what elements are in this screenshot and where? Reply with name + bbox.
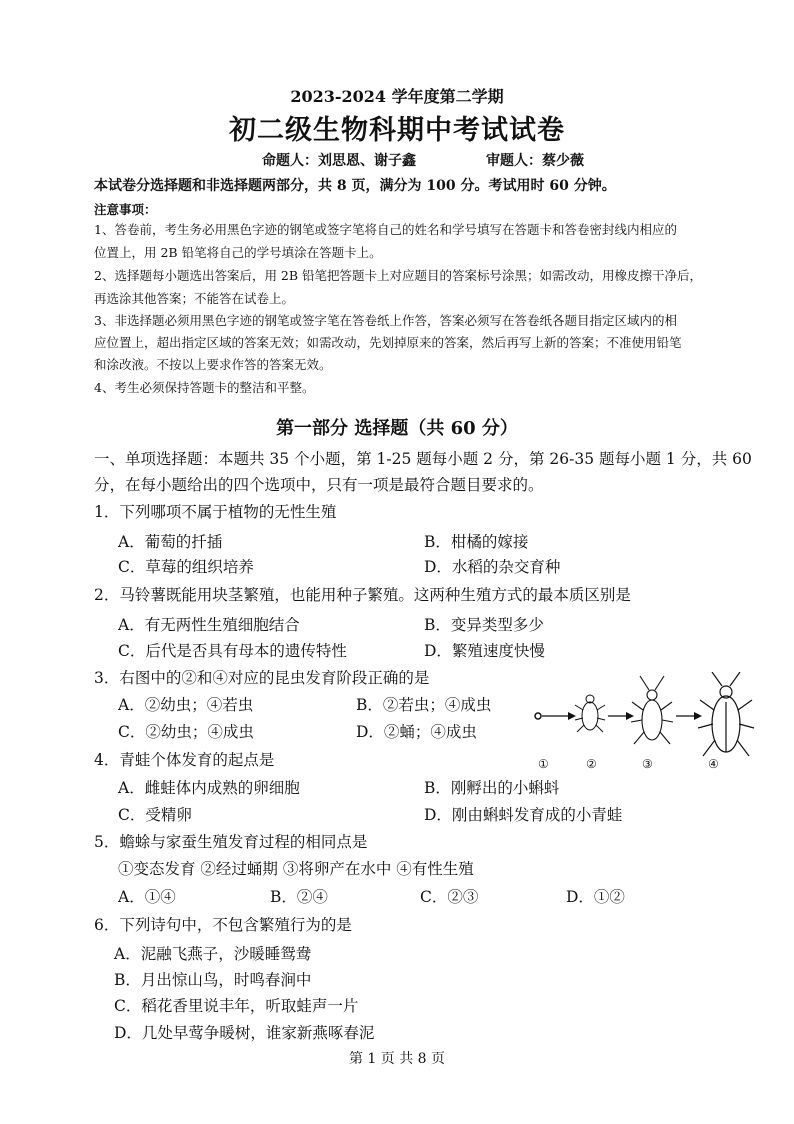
question-3-option-c: C．②幼虫；④成虫 xyxy=(118,723,254,741)
question-4-option-c: C．受精卵 xyxy=(118,806,192,824)
question-5-stem: 5．蟾蜍与家蚕生殖发育过程的相同点是 xyxy=(94,833,368,851)
note-line: 位置上，用 2B 铅笔将自己的学号填涂在答题卡上。 xyxy=(94,245,382,260)
exam-reviewer: 审题人：蔡少薇 xyxy=(486,153,584,169)
question-3-option-b: B．②若虫；④成虫 xyxy=(356,696,492,714)
page-footer: 第 1 页 共 8 页 xyxy=(348,1051,446,1067)
egg-icon xyxy=(535,713,541,719)
question-6-option-c: C．稻花香里说丰年，听取蛙声一片 xyxy=(114,997,359,1015)
exam-intro: 本试卷分选择题和非选择题两部分，共 8 页，满分为 100 分。考试用时 60 分钟。 xyxy=(94,178,616,194)
question-1-option-c: C．草莓的组织培养 xyxy=(118,558,254,576)
note-line: 再选涂其他答案；不能答在试卷上。 xyxy=(94,291,295,306)
question-6-option-b: B．月出惊山鸟，时鸣春涧中 xyxy=(114,971,312,989)
figure-label-3: ③ xyxy=(642,757,653,771)
question-2-stem: 2．马铃薯既能用块茎繁殖，也能用种子繁殖。这两种生殖方式的最本质区别是 xyxy=(94,586,631,604)
exam-authors: 命题人：刘思恩、谢子鑫 xyxy=(262,153,416,169)
instructions-line: 一、单项选择题：本题共 35 个小题，第 1-25 题每小题 2 分，第 26-35 题每小题 1 分，共 60 xyxy=(94,450,752,468)
question-3-option-d: D．②蛹；④成虫 xyxy=(356,723,477,741)
note-line: 1、答卷前，考生务必用黑色字迹的钢笔或签字笔将自己的姓名和学号填写在答题卡和答卷密封线内相应的 xyxy=(94,222,677,237)
section-title: 第一部分 选择题（共 60 分） xyxy=(276,418,518,439)
note-line: 和涂改液。不按以上要求作答的答案无效。 xyxy=(94,357,332,372)
question-4-option-b: B．刚孵出的小蝌蚪 xyxy=(424,779,560,797)
note-line: 3、非选择题必须用黑色字迹的钢笔或签字笔在答卷纸上作答，答案必须写在答卷纸各题目指定区域内的相 xyxy=(94,313,677,328)
question-2-option-b: B．变异类型多少 xyxy=(424,616,544,634)
question-4-option-d: D．刚由蝌蚪发育成的小青蛙 xyxy=(424,806,623,824)
question-5-option-a: A．①④ xyxy=(118,888,176,906)
question-3-option-a: A．②幼虫；④若虫 xyxy=(118,696,254,714)
question-6-stem: 6．下列诗句中，不包含繁殖行为的是 xyxy=(94,916,352,934)
question-2-option-c: C．后代是否具有母本的遗传特性 xyxy=(118,642,347,660)
question-5-items: ①变态发育 ②经过蛹期 ③将卵产在水中 ④有性生殖 xyxy=(118,860,474,878)
instructions-line: 分，在每小题给出的四个选项中，只有一项是最符合题目要求的。 xyxy=(94,476,544,494)
question-3-stem: 3．右图中的②和④对应的昆虫发育阶段正确的是 xyxy=(94,669,430,687)
exam-term: 2023-2024 学年度第二学期 xyxy=(290,87,504,106)
adult-insect-icon xyxy=(698,672,754,756)
notes-heading: 注意事项： xyxy=(94,202,157,217)
question-5-option-b: B．②④ xyxy=(270,888,328,906)
question-1-option-a: A．葡萄的扦插 xyxy=(118,533,223,551)
question-4-stem: 4．青蛙个体发育的起点是 xyxy=(94,751,275,769)
older-nymph-icon xyxy=(631,676,673,744)
question-2-option-a: A．有无两性生殖细胞结合 xyxy=(118,616,300,634)
note-line: 2、选择题每小题选出答案后，用 2B 铅笔把答题卡上对应题目的答案标号涂黑；如需改动，用橡皮擦干净后， xyxy=(94,268,703,283)
nymph-icon xyxy=(575,695,605,732)
exam-title: 初二级生物科期中考试试卷 xyxy=(229,115,565,146)
question-6-option-d: D．几处早莺争暖树，谁家新燕啄春泥 xyxy=(114,1024,375,1042)
note-line: 4、考生必须保持答题卡的整洁和平整。 xyxy=(94,380,315,395)
question-1-option-d: D．水稻的杂交育种 xyxy=(424,558,561,576)
question-4-option-a: A．雌蛙体内成熟的卵细胞 xyxy=(118,779,300,797)
figure-label-1: ① xyxy=(538,757,549,771)
question-1-option-b: B．柑橘的嫁接 xyxy=(424,533,529,551)
figure-label-4: ④ xyxy=(708,757,719,771)
question-6-option-a: A．泥融飞燕子，沙暖睡鸳鸯 xyxy=(114,945,312,963)
question-2-option-d: D．繁殖速度快慢 xyxy=(424,642,545,660)
question-1-stem: 1．下列哪项不属于植物的无性生殖 xyxy=(94,503,337,521)
question-5-option-c: C．②③ xyxy=(420,888,479,906)
question-5-option-d: D．①② xyxy=(566,888,625,906)
figure-label-2: ② xyxy=(586,757,597,771)
note-line: 应位置上，超出指定区域的答案无效；如需改动，先划掉原来的答案，然后再写上新的答案；不准使用铅笔 xyxy=(94,335,682,350)
